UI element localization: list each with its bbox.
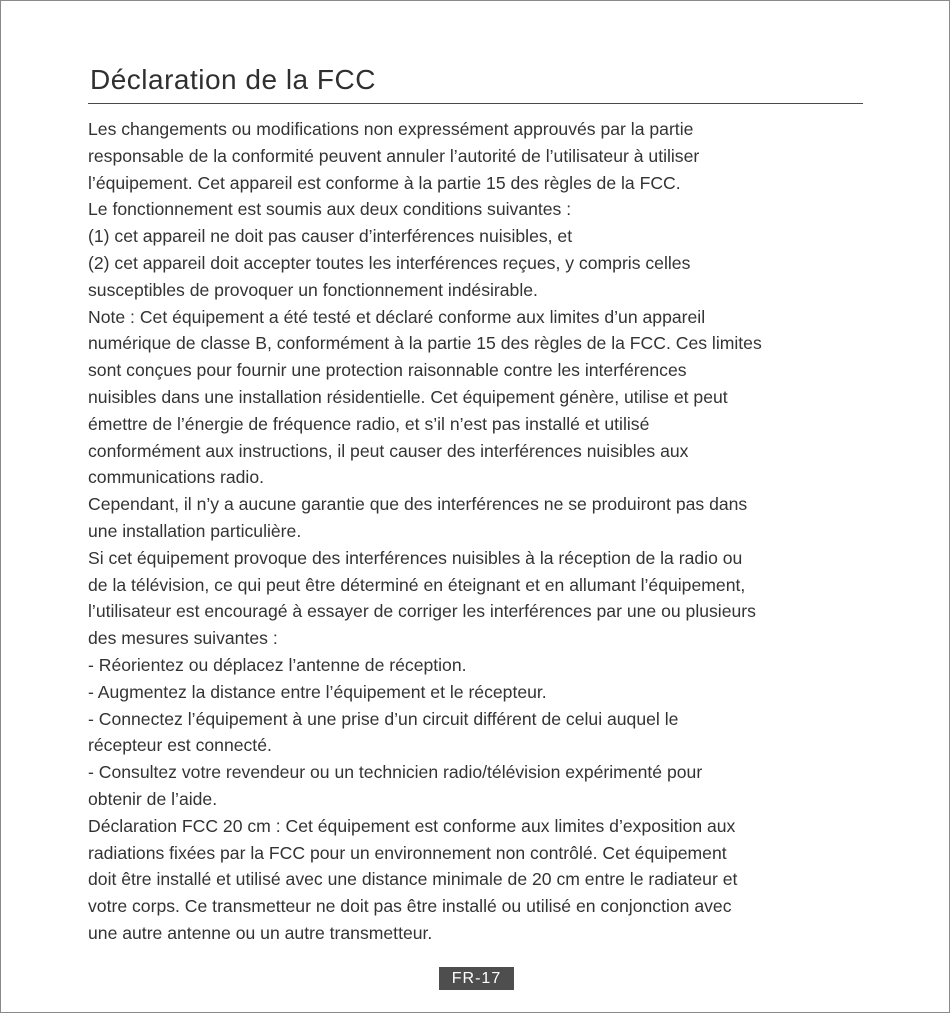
list-item: - Consultez votre revendeur ou un technicien radio/télévision expérimenté pour — [88, 762, 703, 783]
page-number-badge: FR-17 — [439, 967, 514, 990]
text-line: l’équipement. Cet appareil est conforme à la partie 15 des règles de la FCC. — [88, 172, 681, 193]
text-line: l’utilisateur est encouragé à essayer de corriger les interférences par une ou plusieurs — [88, 601, 756, 622]
text-line: obtenir de l’aide. — [88, 788, 218, 809]
page-title: Déclaration de la FCC — [90, 64, 376, 95]
text-line: Les changements ou modifications non expressément approuvés par la partie — [88, 119, 694, 139]
text-line: Si cet équipement provoque des interférences nuisibles à la réception de la radio ou — [88, 547, 743, 568]
text-line: (1) cet appareil ne doit pas causer d’interférences nuisibles, et — [88, 226, 573, 247]
text-line: numérique de classe B, conformément à la partie 15 des règles de la FCC. Ces limites — [88, 333, 762, 354]
list-item: - Réorientez ou déplacez l’antenne de réception. — [88, 654, 467, 675]
text-line: susceptibles de provoquer un fonctionnement indésirable. — [88, 279, 538, 300]
text-line: radiations fixées par la FCC pour un environnement non contrôlé. Cet équipement — [88, 842, 727, 863]
title-divider — [88, 103, 863, 104]
body-text — [88, 116, 863, 947]
text-line: Le fonctionnement est soumis aux deux conditions suivantes : — [88, 199, 572, 220]
text-line: une autre antenne ou un autre transmetteur. — [88, 922, 433, 943]
text-line: Déclaration FCC 20 cm : Cet équipement est conforme aux limites d’exposition aux — [88, 815, 736, 836]
text-line: une installation particulière. — [88, 520, 302, 541]
text-line: récepteur est connecté. — [88, 735, 272, 756]
text-line: doit être installé et utilisé avec une distance minimale de 20 cm entre le radiateur et — [88, 869, 738, 890]
text-line: émettre de l’énergie de fréquence radio, et s’il n’est pas installé et utilisé — [88, 413, 650, 434]
text-line: nuisibles dans une installation résidentielle. Cet équipement génère, utilise et peut — [88, 386, 728, 407]
list-item: - Augmentez la distance entre l’équipement et le récepteur. — [88, 681, 547, 702]
text-line: des mesures suivantes : — [88, 628, 278, 649]
text-line: communications radio. — [88, 467, 265, 488]
text-line: (2) cet appareil doit accepter toutes les interférences reçues, y compris celles — [88, 252, 691, 273]
text-line: de la télévision, ce qui peut être déterminé en éteignant et en allumant l’équipement, — [88, 574, 746, 595]
text-line: Note : Cet équipement a été testé et déclaré conforme aux limites d’un appareil — [88, 306, 706, 327]
text-line: votre corps. Ce transmetteur ne doit pas être installé ou utilisé en conjonction avec — [88, 896, 732, 917]
text-line: sont conçues pour fournir une protection raisonnable contre les interférences — [88, 360, 687, 381]
list-item: - Connectez l’équipement à une prise d’un circuit différent de celui auquel le — [88, 708, 679, 729]
text-line: responsable de la conformité peuvent annuler l’autorité de l’utilisateur à utiliser — [88, 145, 700, 166]
text-line: Cependant, il n’y a aucune garantie que des interférences ne se produiront pas dans — [88, 494, 748, 515]
text-line: conformément aux instructions, il peut causer des interférences nuisibles aux — [88, 440, 689, 461]
